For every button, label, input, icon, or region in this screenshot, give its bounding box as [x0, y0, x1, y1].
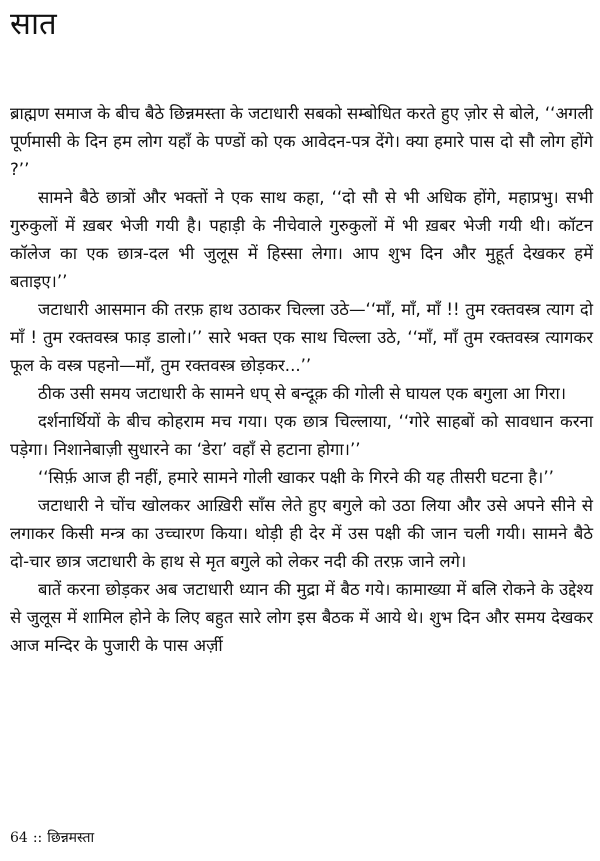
paragraph: सामने बैठे छात्रों और भक्तों ने एक साथ कहा, ‘‘दो सौ से भी अधिक होंगे, महाप्रभु। सभी गुरुकुलों में ख़बर भेजी गयी है। पहाड़ी के नीचेवाले गुरुकुलों में भी ख़बर भेजी गयी थी। कॉटन कॉलेज का एक छात्र-दल भी जुलूस में हिस्सा लेगा। आप शुभ दिन और मुहूर्त देखकर हमें बताइए।’’ [10, 188, 593, 291]
paragraph: ब्राह्मण समाज के बीच बैठे छिन्नमस्ता के जटाधारी सबको सम्बोधित करते हुए ज़ोर से बोले, ‘‘अगली पूर्णमासी के दिन हम लोग यहाँ के पण्डों को एक आवेदन-पत्र देंगे। क्या हमारे पास दो सौ लोग होंगे ?’’ [10, 104, 594, 179]
page-footer [10, 828, 94, 848]
paragraph: जटाधारी ने चोंच खोलकर आख़िरी साँस लेते हुए बगुले को उठा लिया और उसे अपने सीने से लगाकर किसी मन्त्र का उच्चारण किया। थोड़ी ही देर में उस पक्षी की जान चली गयी। सामने बैठे दो-चार छात्र जटाधारी के हाथ से मृत बगुले को लेकर नदी की तरफ़ जाने लगे। [10, 496, 593, 571]
footer-separator: :: [32, 830, 43, 846]
body-text [10, 100, 593, 660]
paragraph: बातें करना छोड़कर अब जटाधारी ध्यान की मुद्रा में बैठ गये। कामाख्या में बलि रोकने के उद्देश्य से जुलूस में शामिल होने के लिए बहुत सारे लोग इस बैठक में आये थे। शुभ दिन और समय देखकर आज मन्दिर के पुजारी के पास अर्ज़ी [10, 580, 593, 655]
paragraph: दर्शनार्थियों के बीच कोहराम मच गया। एक छात्र चिल्लाया, ‘‘गोरे साहबों को सावधान करना पड़ेगा। निशानेबाज़ी सुधारने का ‘डेरा’ वहाँ से हटाना होगा।’’ [10, 412, 593, 459]
paragraph: ‘‘सिर्फ़ आज ही नहीं, हमारे सामने गोली खाकर पक्षी के गिरने की यह तीसरी घटना है।’’ [38, 468, 554, 487]
paragraph: जटाधारी आसमान की तरफ़ हाथ उठाकर चिल्ला उठे—‘‘माँ, माँ, माँ !! तुम रक्तवस्त्र त्याग दो माँ ! तुम रक्तवस्त्र फाड़ डालो।’’ सारे भक्त एक साथ चिल्ला उठे, ‘‘माँ, माँ तुम रक्तवस्त्र त्यागकर फूल के वस्त्र पहनो—माँ, तुम रक्तवस्त्र छोड़कर...’’ [10, 300, 593, 375]
chapter-title: सात [10, 6, 57, 42]
paragraph: ठीक उसी समय जटाधारी के सामने धप् से बन्दूक़ की गोली से घायल एक बगुला आ गिरा। [38, 384, 567, 403]
running-title: छिन्नमस्ता [47, 830, 95, 846]
page-number: 64 [10, 830, 28, 846]
